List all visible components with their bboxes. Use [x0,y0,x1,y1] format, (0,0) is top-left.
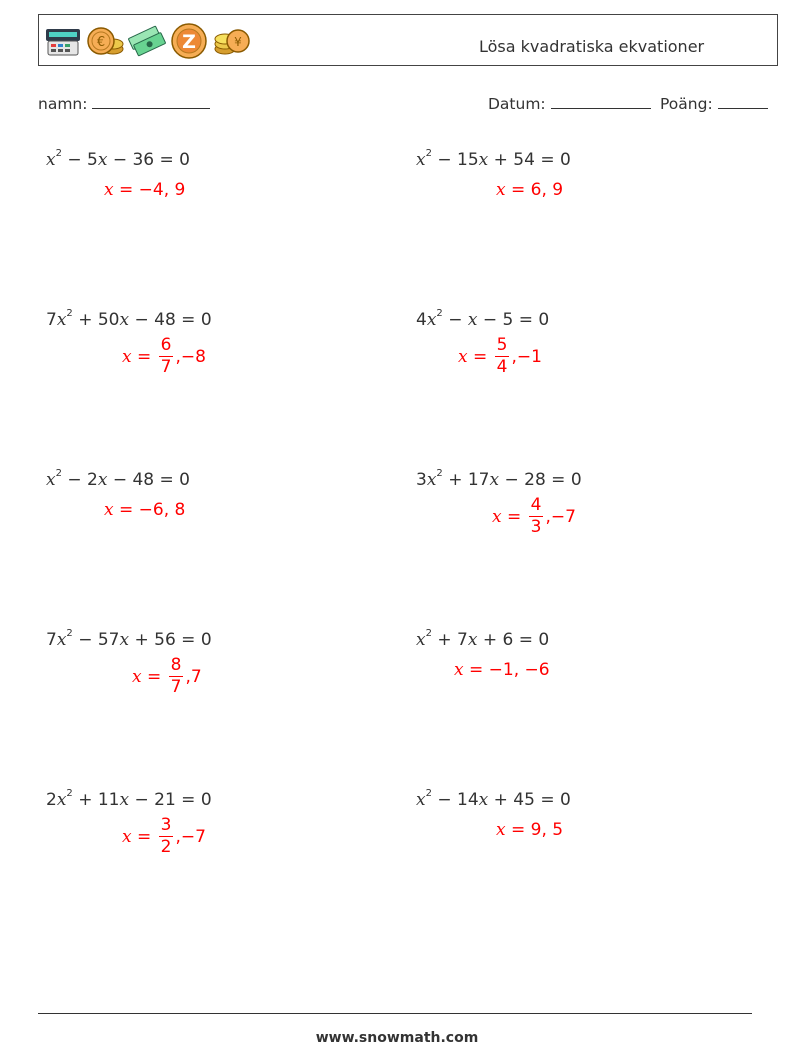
footer-url[interactable]: www.snowmath.com [315,1030,479,1046]
score-field [660,94,768,113]
header-box [38,14,778,66]
cash-register-icon [43,21,83,61]
yen-coins-icon [211,21,251,61]
score-label: Poäng: [660,95,713,113]
header-icons [43,21,251,61]
problem-4: $4x^2 - x - 5 = 0$ [416,308,550,330]
date-label: Datum: [488,95,546,113]
answer-4: x = $\frac{5}{4}$ ,−1 [458,335,542,377]
answer-10: x = 9, 5 [496,820,564,840]
problem-6: $3x^2 + 17x - 28 = 0$ [416,468,582,490]
name-field [38,94,210,113]
name-blank[interactable] [92,94,210,109]
answer-6: x = $\frac{4}{3}$ ,−7 [492,495,576,537]
answer-6-fraction: $\frac{4}{3}$ [530,495,542,537]
date-field [488,94,651,113]
problem-10: $x^2 - 14x + 45 = 0$ [416,788,571,810]
name-label: namn: [38,95,88,113]
answer-7-fraction: $\frac{8}{7}$ [170,655,182,697]
problem-1: $x^2 - 5x - 36 = 0$ [46,148,190,170]
answer-9-fraction: $\frac{3}{2}$ [160,815,172,857]
score-blank[interactable] [718,94,768,109]
svg-text:¥: ¥ [234,35,242,49]
answer-5: x = −6, 8 [104,500,186,520]
answer-8: x = −1, −6 [454,660,550,680]
euro-coins-icon [85,21,125,61]
page-title: Lösa kvadratiska ekvationer [479,37,705,56]
date-blank[interactable] [551,94,651,109]
svg-text:Z: Z [182,31,196,53]
problem-2: $x^2 - 15x + 54 = 0$ [416,148,571,170]
answer-7: x = $\frac{8}{7}$ ,7 [132,655,202,697]
problem-3: $7x^2 + 50x - 48 = 0$ [46,308,212,330]
answer-3: x = $\frac{6}{7}$ ,−8 [122,335,206,377]
z-coin-icon [169,21,209,61]
problem-5: $x^2 - 2x - 48 = 0$ [46,468,190,490]
answer-3-fraction: $\frac{6}{7}$ [160,335,172,377]
banknotes-icon [127,21,167,61]
answer-2: x = 6, 9 [496,180,564,200]
answer-4-fraction: $\frac{5}{4}$ [496,335,508,377]
answer-1: x = −4, 9 [104,180,186,200]
problem-8: $x^2 + 7x + 6 = 0$ [416,628,550,650]
problem-9: $2x^2 + 11x - 21 = 0$ [46,788,212,810]
answer-9: x = $\frac{3}{2}$ ,−7 [122,815,206,857]
problem-7: $7x^2 - 57x + 56 = 0$ [46,628,212,650]
footer-divider [38,1013,752,1014]
svg-text:€: € [96,35,106,50]
